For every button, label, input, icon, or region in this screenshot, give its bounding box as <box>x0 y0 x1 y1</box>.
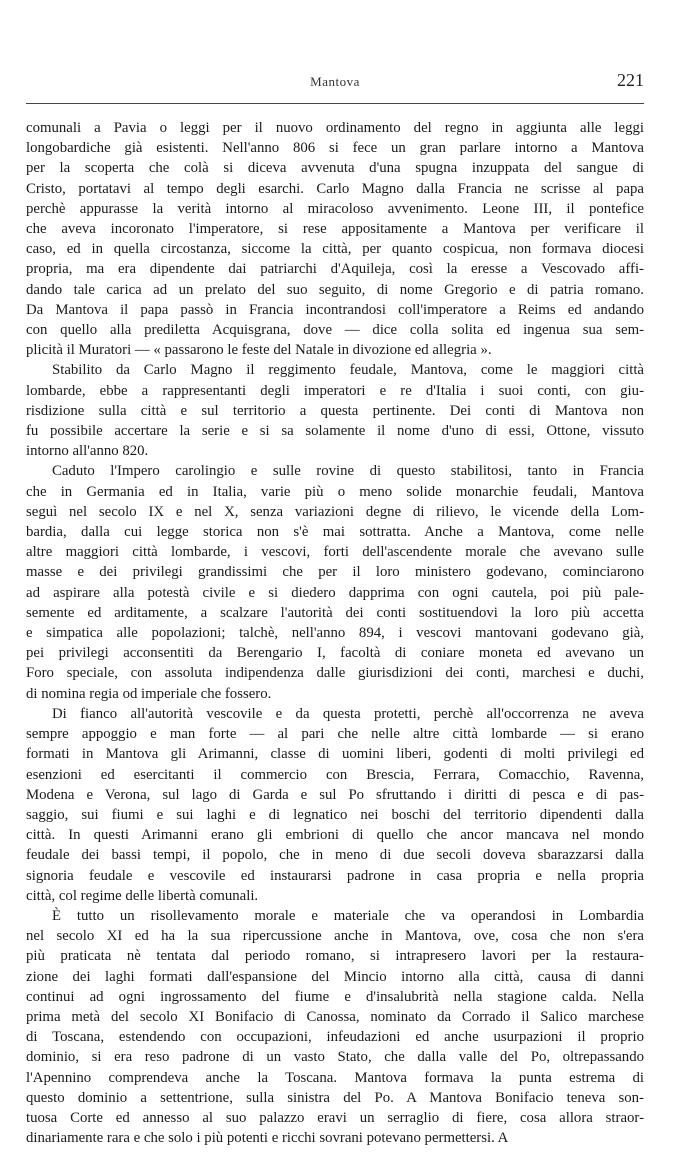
text-line: perchè appurasse la verità intorno al miracoloso avvenimento. Leone III, il pontefice <box>26 200 644 217</box>
text-line: prima metà del secolo XI Bonifacio di Canossa, nominato da Corrado il Salico marchese <box>26 1008 644 1025</box>
text-line: con quello alla prediletta Acquisgrana, dove — dice colla solita ed ingenua sua sem- <box>26 322 644 339</box>
text-line: Caduto l'Impero carolingio e sulle rovine di questo stabilitosi, tanto in Francia <box>52 463 644 480</box>
paragraph <box>26 461 644 703</box>
running-title: Mantova <box>310 74 360 89</box>
text-line: plicità il Muratori — « passarono le feste del Natale in divozione ed allegria ». <box>26 342 492 359</box>
text-line: zione dei laghi formati dall'espansione del Mincio intorno alla città, causa di danni <box>26 968 644 985</box>
text-line: Cristo, portatavi al tempo degli esarchi. Carlo Magno dalla Francia ne scrisse al papa <box>26 180 644 197</box>
text-line: saggio, sui fiumi e sui laghi e di legnatico nei boschi del territorio dipendenti dalla <box>26 806 644 823</box>
header-rule <box>26 103 644 104</box>
text-line: ad aspirare alla potestà civile e si diedero dapprima con ogni cautela, poi più pale- <box>26 584 644 601</box>
text-line: dominio, si era reso padrone di un vasto Stato, che dalla valle del Po, oltrepassando <box>26 1049 644 1066</box>
body-text <box>26 118 644 1148</box>
text-line: dinariamente rara e che solo i più potenti e ricchi sovrani potevano permettersi. A <box>26 1130 509 1147</box>
paragraph <box>26 118 644 360</box>
paragraph <box>26 704 644 906</box>
text-line: più praticata nè tentata dal periodo romano, si intrapresero lavori per la restaura- <box>26 948 644 965</box>
text-line: che in Germania ed in Italia, varie più o meno solide monarchie feudali, Mantova <box>26 483 644 500</box>
text-line: bardia, dalla cui legge storica non s'è mai sottratta. Anche a Mantova, come nelle <box>26 524 644 541</box>
text-line: propria, ma era dipendente dai patriarchi d'Aquileja, così la eresse a Vescovado affi- <box>26 261 644 278</box>
text-line: risdizione sulla città e sul territorio a questa pertinente. Dei conti di Mantova non <box>26 402 644 419</box>
text-line: questo dominio a settentrione, sulla sinistra del Po. A Mantova Bonifacio teneva son- <box>26 1089 644 1106</box>
text-line: città. In questi Arimanni erano gli embrioni di quello che ancor mancava nel mondo <box>26 827 644 844</box>
text-line: sempre appoggio e man forte — al pari che nelle altre città lombarde — si erano <box>26 726 644 743</box>
text-line: esenzioni ed esercitanti il commercio con Brescia, Ferrara, Comacchio, Ravenna, <box>26 766 644 783</box>
text-line: caso, ed in quella circostanza, siccome la città, per quanto cospicua, non formava diocesi <box>26 241 644 258</box>
text-line: dando tale carica ad un prelato del suo seguito, di nome Gregorio e di patria romano. <box>26 281 644 298</box>
text-line: Stabilito da Carlo Magno il reggimento feudale, Mantova, come le maggiori città <box>52 362 644 379</box>
text-line: città, col regime delle libertà comunali. <box>26 887 259 904</box>
text-line: l'Apennino comprendeva anche la Toscana. Mantova formava la punta estrema di <box>26 1069 644 1086</box>
text-line: seguì nel secolo IX e nel X, senza variazioni degne di rilievo, le vicende della Lom- <box>26 503 644 520</box>
text-line: lombarde, ebbe a rappresentanti degli imperatori e re d'Italia i suoi conti, con giu- <box>26 382 644 399</box>
text-line: tuosa Corte ed annesso al suo palazzo eravi un serraglio di fiere, cosa allora straor- <box>26 1109 644 1126</box>
paragraph <box>26 360 644 461</box>
page-number: 221 <box>617 70 644 90</box>
text-line: che aveva incoronato l'imperatore, si rese appositamente a Mantova per verificare il <box>26 221 644 238</box>
text-line: Da Mantova il papa passò in Francia incontrandosi coll'imperatore a Reims ed andando <box>26 301 644 318</box>
text-line: per la scoperta che colà si diceva avvenuta d'una spugna inzuppata del sangue di <box>26 160 644 177</box>
text-line: semente ed arditamente, a scalzare l'autorità dei conti sostituendovi la loro più accetta <box>26 604 644 621</box>
text-line: formati in Mantova gli Arimanni, classe di uomini liberi, godenti di molti privilegi ed <box>26 746 644 763</box>
page-header <box>26 70 644 94</box>
text-line: masse e dei privilegi grandissimi che per il loro ministero godevano, cominciarono <box>26 564 644 581</box>
text-line: È tutto un risollevamento morale e materiale che va operandosi in Lombardia <box>52 907 644 924</box>
text-line: fu possibile accertare la serie e si sa solamente il nome d'uno di essi, Ottone, vissuto <box>26 423 644 440</box>
text-line: di Toscana, estendendo con occupazioni, infeudazioni ed anche usurpazioni il proprio <box>26 1029 644 1046</box>
text-line: Foro speciale, con assoluta indipendenza dalle giurisdizioni dei conti, marchesi e duchi, <box>26 665 644 682</box>
text-line: Modena e Verona, sul lago di Garda e sul Po sfruttando i diritti di pesca e di pas- <box>26 786 644 803</box>
text-line: e simpatica alle popolazioni; talchè, nell'anno 894, i vescovi mantovani godevano già, <box>26 625 644 642</box>
text-line: altre maggiori città lombarde, i vescovi, forti dell'ascendente morale che avevano sulle <box>26 544 644 561</box>
text-line: pei privilegi acconsentiti da Berengario I, facoltà di coniare moneta ed avevano un <box>26 645 644 662</box>
text-line: Di fianco all'autorità vescovile e da questa protetti, perchè all'occorrenza ne aveva <box>52 705 644 722</box>
text-line: continui ad ogni ingrossamento del fiume e d'insalubrità nella stagione calda. Nella <box>26 988 644 1005</box>
text-line: nel secolo XI ed ha la sua ripercussione anche in Mantova, ove, cosa che non s'era <box>26 928 644 945</box>
text-line: di nomina regia od imperiale che fossero. <box>26 685 272 702</box>
paragraph <box>26 906 644 1148</box>
text-line: longobardiche già esistenti. Nell'anno 806 si fece un gran parlare intorno a Mantova <box>26 140 644 157</box>
text-line: signoria feudale e vescovile ed instaurarsi padrone in casa propria e nella propria <box>26 867 644 884</box>
text-line: feudale dei bassi tempi, il popolo, che in meno di due secoli doveva sbarazzarsi dalla <box>26 847 644 864</box>
text-line: intorno all'anno 820. <box>26 443 149 460</box>
text-line: comunali a Pavia o leggi per il nuovo ordinamento del regno in aggiunta alle leggi <box>26 120 644 136</box>
